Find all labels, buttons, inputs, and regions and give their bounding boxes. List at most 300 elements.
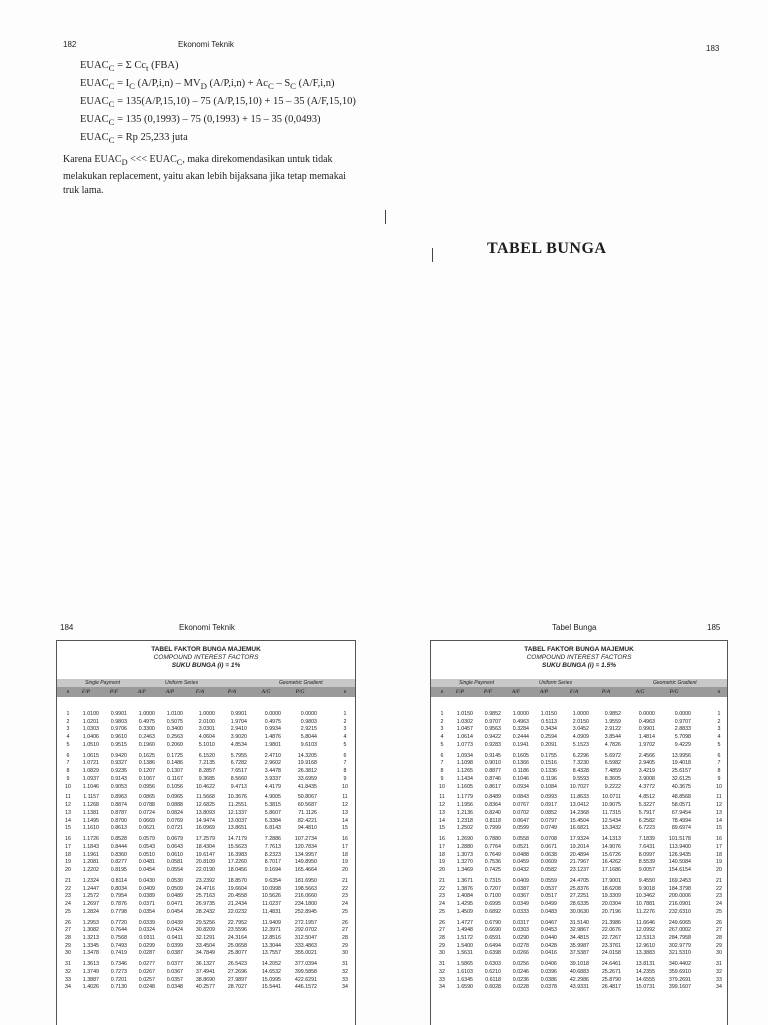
page-number-183: 183: [706, 44, 720, 53]
table-row: [57, 878, 355, 885]
table-cell: 1.1046: [82, 783, 99, 790]
table-cell: 22.7952: [227, 919, 247, 926]
table-cell: 94.4810: [297, 825, 317, 832]
table-cell: 8.0997: [638, 851, 655, 858]
table-cell: 0.0236: [512, 976, 529, 983]
table-cell: 1.9702: [638, 741, 655, 748]
table-cell: 11: [342, 794, 348, 801]
table-cell: 12: [65, 802, 71, 809]
table-cell: 0.8617: [484, 783, 501, 790]
table-cell: 0.0349: [512, 900, 529, 907]
table-cell: 2.9410: [230, 726, 247, 733]
table-cell: 13.0412: [569, 802, 589, 809]
table-cell: 27: [342, 927, 348, 934]
table-cell: 0.7493: [110, 942, 127, 949]
table-cell: 22.7267: [601, 934, 621, 941]
table-cell: 6: [717, 752, 721, 759]
table-cell: 0.2091: [540, 741, 557, 748]
table-cell: 0.1167: [167, 775, 183, 782]
table-cell: 13: [342, 809, 348, 816]
table-cell: 13.8093: [195, 809, 215, 816]
table-cell: 22.0676: [601, 927, 621, 934]
table-cell: 15: [65, 825, 71, 832]
table-cell: 13: [439, 809, 445, 816]
table-cell: 165.4664: [294, 866, 317, 873]
table-cell: 0.9901: [230, 711, 247, 717]
table-cell: 0.2594: [540, 734, 557, 741]
column-header: F/A: [569, 689, 579, 695]
table-cell: 1.9704: [230, 718, 247, 725]
table-cell: 25.0658: [227, 942, 247, 949]
table-cell: 20: [65, 866, 71, 873]
table-row: [57, 950, 355, 957]
table-cell: 0.1386: [138, 760, 155, 767]
table-cell: 8.5539: [638, 859, 655, 866]
table-row: [57, 969, 355, 976]
table-cell: 1.4084: [456, 893, 473, 900]
table-cell: 3.8544: [604, 734, 621, 741]
column-header: n: [343, 689, 347, 695]
table-cell: 0.8746: [484, 775, 501, 782]
table-cell: 29: [716, 942, 722, 949]
equation-line: $EUAC_C = \Sigma$ $Cc_t$ (FBA): [80, 60, 179, 74]
table-cell: 0.9934: [264, 726, 281, 733]
table-row: [431, 935, 727, 942]
table-cell: 25: [342, 908, 348, 915]
table-cell: 0.0488: [512, 851, 529, 858]
table-cell: 0.0543: [138, 843, 155, 850]
table-cell: 9.4713: [230, 783, 247, 790]
table-cell: 20.4558: [227, 893, 247, 900]
table-cell: 1.3270: [456, 859, 473, 866]
table-cell: 26: [342, 919, 348, 926]
page-gutter-mark: [432, 248, 433, 262]
table-cell: 2: [717, 718, 721, 725]
table-cell: 0.9610: [110, 734, 127, 741]
table-cell: 6: [66, 752, 70, 759]
table-cell: 21.3986: [601, 919, 621, 926]
table-cell: 0.0367: [166, 968, 183, 975]
table-row: [431, 927, 727, 934]
table-cell: 20: [439, 866, 445, 873]
column-header: A/F: [137, 689, 147, 695]
table-cell: 20: [716, 866, 722, 873]
table-cell: 10.0998: [261, 885, 281, 892]
table-cell: 13.7557: [261, 950, 281, 957]
table-cell: 34: [716, 984, 722, 991]
table-cell: 0.0749: [540, 825, 557, 832]
table-cell: 0.7880: [484, 836, 501, 843]
table-cell: 0.0956: [138, 783, 155, 790]
table-row: [57, 886, 355, 893]
table-cell: 2.9405: [638, 760, 655, 767]
table-cell: 0.0499: [540, 900, 557, 907]
table-cell: 15.5441: [261, 984, 281, 991]
table-row: [57, 961, 355, 968]
table-cell: 0.0489: [166, 893, 183, 900]
column-header: P/G: [295, 689, 305, 695]
table-cell: 60.5687: [297, 802, 317, 809]
table-cell: 24.6461: [601, 961, 621, 968]
table-row: [57, 867, 355, 874]
table-row: [57, 776, 355, 783]
table-cell: 28.7027: [227, 984, 247, 991]
table-cell: 0.9707: [484, 718, 501, 725]
table-cell: 12.6825: [195, 802, 215, 809]
table-cell: 0.0246: [512, 968, 529, 975]
table-cell: 1.0829: [82, 768, 99, 775]
group-geometric-gradient: Geometric Gradient: [279, 680, 323, 686]
table-cell: 2.4710: [264, 752, 281, 759]
table-cell: 18: [716, 851, 722, 858]
table-cell: 22: [65, 885, 71, 892]
table-cell: 0.9803: [110, 718, 127, 725]
table-cell: 27.9897: [227, 976, 247, 983]
table-cell: 5.7955: [230, 752, 247, 759]
table-cell: 18.0456: [227, 866, 247, 873]
table-cell: 18: [342, 851, 348, 858]
table-cell: 340.4402: [668, 961, 691, 968]
page-number-182: 182: [63, 40, 77, 49]
table-cell: 216.0901: [668, 900, 691, 907]
table-cell: 10: [65, 783, 71, 790]
table-cell: 25.6157: [671, 768, 691, 775]
table-cell: 10.7027: [569, 783, 589, 790]
table-cell: 4: [343, 734, 347, 741]
table-cell: 5.3815: [264, 802, 281, 809]
table-cell: 0.0387: [166, 950, 183, 957]
column-header-row: [57, 687, 355, 697]
table-cell: 0.0467: [540, 919, 557, 926]
interest-table-1-5pct: [430, 640, 728, 1025]
group-uniform-series: Uniform Series: [165, 680, 199, 686]
table-cell: 12.5313: [635, 934, 655, 941]
table-cell: 0.0277: [138, 961, 155, 968]
table-cell: 0.0824: [166, 809, 183, 816]
table-cell: 11: [716, 794, 722, 801]
running-header-left: Ekonomi Teknik: [178, 40, 234, 49]
table-cell: 11.8633: [570, 794, 589, 801]
table-cell: 0.0483: [540, 908, 557, 915]
table-cell: 446.1572: [294, 984, 317, 991]
table-cell: 18.4304: [195, 843, 215, 850]
table-cell: 0.7315: [484, 877, 501, 884]
table-cell: 4: [66, 734, 70, 741]
table-row: [57, 742, 355, 749]
table-cell: 1.1268: [82, 802, 99, 809]
table-cell: 0.6690: [484, 927, 501, 934]
table-cell: 2.8833: [674, 726, 691, 733]
table-cell: 12.3971: [261, 927, 281, 934]
table-cell: 0.1486: [166, 760, 183, 767]
table-cell: 12.0992: [635, 927, 655, 934]
table-cell: 33: [439, 976, 445, 983]
table-cell: 24: [342, 900, 348, 907]
table-cell: 0.0439: [166, 919, 183, 926]
table-cell: 0.8195: [110, 866, 127, 873]
table-cell: 1.3478: [82, 950, 99, 957]
table-cell: 13.3883: [635, 950, 655, 957]
table-cell: 22: [342, 885, 348, 892]
table-cell: 5.7098: [674, 734, 691, 741]
table-cell: 9.1694: [264, 866, 281, 873]
table-cell: 29.5256: [195, 919, 215, 926]
table-cell: 200.0006: [668, 893, 691, 900]
table-cell: 0.0643: [166, 843, 183, 850]
table-cell: 0.0517: [540, 893, 557, 900]
table-cell: 8: [343, 768, 347, 775]
table-cell: 5.8607: [264, 809, 281, 816]
table-cell: 19.2014: [569, 843, 589, 850]
table-cell: 0.6303: [484, 961, 501, 968]
table-cell: 0.1755: [540, 752, 557, 759]
table-cell: 0.0537: [540, 885, 557, 892]
table-cell: 0.1196: [541, 775, 557, 782]
table-cell: 0.0471: [166, 900, 183, 907]
column-header: n: [440, 689, 444, 695]
table-cell: 13: [716, 809, 722, 816]
table-cell: 10: [439, 783, 445, 790]
table-cell: 0.0554: [166, 866, 183, 873]
table-cell: 126.9435: [668, 851, 691, 858]
table-cell: 2: [343, 718, 347, 725]
table-cell: 0.6995: [484, 900, 501, 907]
table-cell: 134.9957: [294, 851, 317, 858]
table-cell: 0.8787: [110, 809, 127, 816]
table-cell: 19: [716, 859, 722, 866]
table-row: [431, 984, 727, 991]
table-cell: 2.9215: [300, 726, 317, 733]
table-cell: 10.3462: [635, 893, 655, 900]
table-row: [57, 909, 355, 916]
group-uniform-series: Uniform Series: [539, 680, 573, 686]
table-cell: 1.0150: [540, 711, 557, 717]
table-row: [431, 734, 727, 741]
table-row: [431, 943, 727, 950]
running-header-right: Tabel Bunga: [552, 623, 597, 632]
table-cell: 36.1327: [195, 961, 215, 968]
table-cell: 216.0660: [294, 893, 317, 900]
table-cell: 2: [440, 718, 444, 725]
table-cell: 0.1366: [512, 760, 529, 767]
table-cell: 28: [342, 934, 348, 941]
table-cell: 1.1495: [82, 817, 99, 824]
table-cell: 0.8528: [110, 836, 127, 843]
table-cell: 30: [342, 950, 348, 957]
table-row: [431, 726, 727, 733]
table-cell: 0.9707: [674, 718, 691, 725]
table-cell: 14: [439, 817, 445, 824]
table-cell: 11.2276: [636, 908, 655, 915]
table-cell: 0.0509: [166, 885, 183, 892]
table-row: [431, 818, 727, 825]
table-cell: 23.2392: [195, 877, 215, 884]
table-cell: 0.9143: [110, 775, 127, 782]
table-cell: 5.8044: [300, 734, 317, 741]
page-number-184: 184: [60, 623, 74, 632]
table-cell: 12.8516: [261, 934, 281, 941]
table-row: [57, 901, 355, 908]
table-cell: 0.0000: [300, 711, 317, 717]
table-cell: 0.0287: [138, 950, 155, 957]
table-cell: 0.9010: [484, 760, 501, 767]
column-header: P/A: [227, 689, 237, 695]
table-cell: 33.6959: [297, 775, 317, 782]
table-cell: 3.9008: [638, 775, 655, 782]
table-cell: 17: [342, 843, 348, 850]
table-cell: 0.0459: [512, 859, 529, 866]
table-row: [431, 852, 727, 859]
table-cell: 0.9327: [110, 760, 127, 767]
column-header: P/F: [483, 689, 493, 695]
table-cell: 1.9801: [264, 741, 281, 748]
table-cell: 234.1800: [294, 900, 317, 907]
table-cell: 0.9053: [110, 783, 127, 790]
table-cell: 0.1084: [540, 783, 557, 790]
table-cell: 14.1313: [601, 836, 621, 843]
table-cell: 0.0290: [512, 934, 529, 941]
table-title: TABEL FAKTOR BUNGA MAJEMUK: [524, 646, 634, 653]
table-cell: 0.0721: [166, 825, 183, 832]
table-cell: 17: [716, 843, 722, 850]
table-cell: 1.1961: [82, 851, 99, 858]
table-cell: 0.0389: [138, 893, 155, 900]
table-cell: 0.0339: [138, 919, 155, 926]
table-cell: 27.2251: [569, 893, 589, 900]
table-cell: 0.0934: [512, 783, 529, 790]
table-cell: 1.0934: [456, 752, 473, 759]
table-cell: 29: [65, 942, 71, 949]
table-cell: 1.1434: [456, 775, 473, 782]
table-cell: 5.1523: [572, 741, 589, 748]
table-cell: 23: [716, 893, 722, 900]
table-cell: 26: [439, 919, 445, 926]
table-cell: 1.4727: [456, 919, 473, 926]
table-cell: 0.6790: [484, 919, 501, 926]
group-header-row: [57, 679, 355, 687]
table-cell: 0.8963: [110, 794, 127, 801]
table-cell: 26: [716, 919, 722, 926]
table-cell: 15: [342, 825, 348, 832]
table-cell: 25: [439, 908, 445, 915]
table-cell: 11.2551: [228, 802, 247, 809]
table-cell: 0.0609: [540, 859, 557, 866]
table-cell: 16.3983: [227, 851, 247, 858]
group-single-payment: Single Payment: [85, 680, 121, 686]
table-cell: 1.1956: [456, 802, 473, 809]
table-cell: 107.2734: [294, 836, 317, 843]
table-cell: 9.3685: [198, 775, 215, 782]
table-cell: 11.4831: [262, 908, 281, 915]
table-cell: 0.8114: [111, 877, 127, 884]
table-cell: 25.8077: [227, 950, 247, 957]
table-cell: 0.0454: [166, 908, 183, 915]
table-cell: 1.1265: [456, 768, 473, 775]
table-row: [57, 927, 355, 934]
table-cell: 10.0711: [602, 794, 621, 801]
table-cell: 16.6821: [569, 825, 589, 832]
table-cell: 20.7196: [601, 908, 621, 915]
table-cell: 37.5387: [569, 950, 589, 957]
table-cell: 1: [717, 711, 721, 717]
table-cell: 15.4504: [569, 817, 589, 824]
table-cell: 16: [439, 836, 445, 843]
table-cell: 14: [65, 817, 71, 824]
table-cell: 1.0000: [138, 711, 155, 717]
table-cell: 14: [716, 817, 722, 824]
table-cell: 33: [716, 976, 722, 983]
table-cell: 1.0457: [456, 726, 473, 733]
table-cell: 3.9337: [264, 775, 281, 782]
table-cell: 0.0396: [540, 968, 557, 975]
table-cell: 101.5178: [668, 836, 691, 843]
table-cell: 1.1726: [82, 836, 99, 843]
table-cell: 23.5596: [227, 927, 247, 934]
table-cell: 0.0378: [540, 984, 557, 991]
table-cell: 14.6555: [635, 976, 655, 983]
column-header: A/G: [261, 689, 271, 695]
equation-block: [80, 58, 356, 148]
table-cell: 17.1686: [601, 866, 621, 873]
table-cell: 0.1046: [512, 775, 529, 782]
table-cell: 9: [440, 775, 444, 782]
table-cell: 0.1625: [138, 752, 155, 759]
table-cell: 0.3434: [540, 726, 557, 733]
table-row: [431, 794, 727, 801]
table-cell: 0.0348: [166, 984, 183, 991]
table-row: [431, 810, 727, 817]
table-row: [57, 852, 355, 859]
table-cell: 1.6590: [456, 984, 473, 991]
table-body: [57, 711, 355, 1025]
table-cell: 26.9735: [195, 900, 215, 907]
table-cell: 1.1610: [82, 825, 99, 832]
table-cell: 0.2463: [138, 734, 155, 741]
table-cell: 0.1207: [138, 768, 155, 775]
table-cell: 0.7954: [110, 893, 127, 900]
table-cell: 7: [66, 760, 70, 767]
table-cell: 1.0302: [456, 718, 473, 725]
table-cell: 34.7849: [195, 950, 215, 957]
table-cell: 1.2202: [82, 866, 99, 873]
table-row: [57, 977, 355, 984]
table-cell: 23.1237: [569, 866, 589, 873]
table-row: [57, 794, 355, 801]
table-cell: 33.4504: [195, 942, 215, 949]
table-cell: 0.1960: [138, 741, 155, 748]
table-cell: 24.4716: [195, 885, 215, 892]
table-cell: 13.9956: [671, 752, 691, 759]
table-cell: 0.0303: [512, 927, 529, 934]
table-caption: [57, 646, 355, 670]
table-cell: 3: [440, 726, 444, 733]
table-row: [431, 768, 727, 775]
table-cell: 0.0267: [138, 968, 155, 975]
table-cell: 25.7163: [195, 893, 215, 900]
table-cell: 1.9559: [604, 718, 621, 725]
table-cell: 1.4295: [456, 900, 473, 907]
table-cell: 0.0797: [540, 817, 557, 824]
table-cell: 0.0324: [138, 927, 155, 934]
table-cell: 1.0303: [82, 726, 99, 733]
table-cell: 15.0731: [635, 984, 655, 991]
table-cell: 0.0411: [167, 934, 183, 941]
table-cell: 9.9018: [638, 885, 655, 892]
table-cell: 71.1126: [298, 809, 317, 816]
table-cell: 21: [716, 877, 722, 884]
table-cell: 5.3227: [638, 802, 655, 809]
table-cell: 0.1516: [540, 760, 557, 767]
